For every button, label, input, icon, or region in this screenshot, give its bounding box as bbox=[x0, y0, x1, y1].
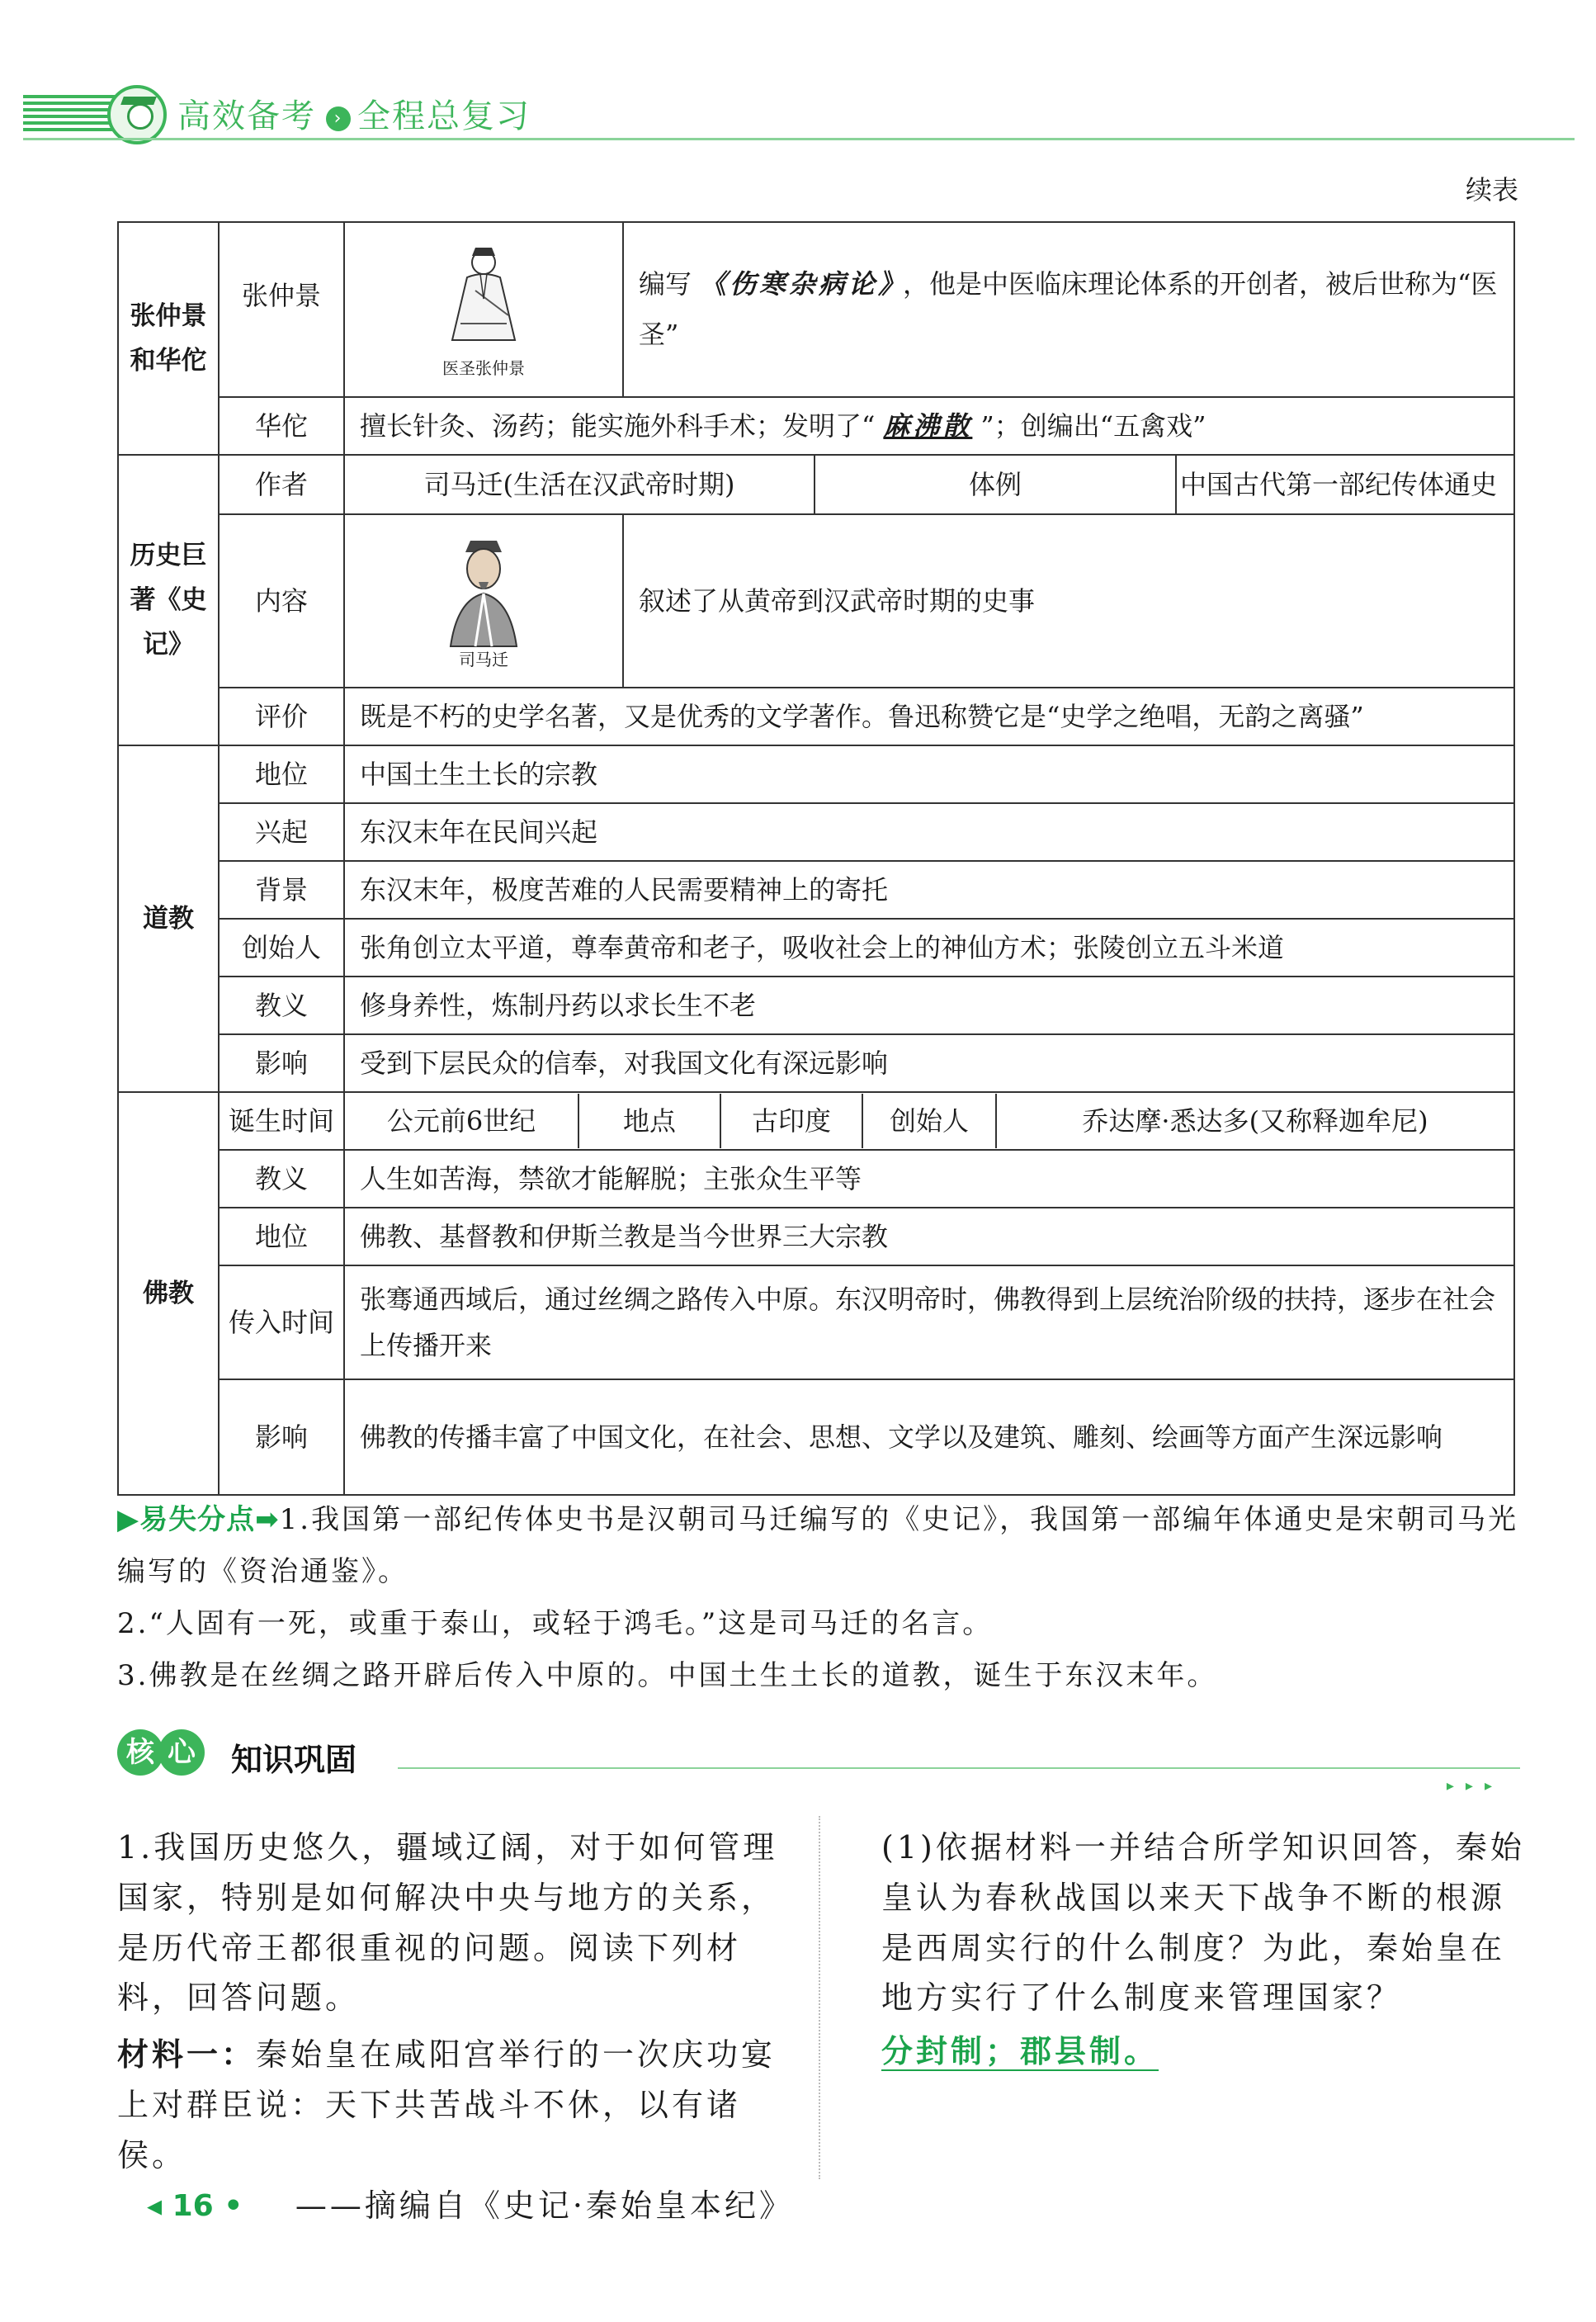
section-title: 知识巩固 bbox=[231, 1742, 357, 1778]
table-row bbox=[118, 977, 1514, 1034]
table-row bbox=[118, 919, 1514, 977]
section-header bbox=[117, 1729, 1520, 1795]
place-label: 地点 bbox=[579, 1094, 721, 1148]
question-stem-column bbox=[117, 1823, 794, 2230]
section-badge-2: 心 bbox=[158, 1729, 205, 1776]
table-row bbox=[118, 455, 1514, 514]
error-prone-tag: ▶易失分点➡ bbox=[117, 1503, 280, 1536]
error-prone-notes bbox=[117, 1494, 1520, 1702]
filled-answer: 麻沸散 bbox=[883, 410, 973, 442]
header-title bbox=[177, 90, 531, 137]
section-rule bbox=[398, 1767, 1520, 1769]
row-label: 华佗 bbox=[219, 397, 344, 455]
row-value: 中国古代第一部纪传体通史 bbox=[1176, 455, 1514, 514]
text-before: 编写 bbox=[639, 268, 692, 300]
table-row bbox=[118, 688, 1514, 745]
category-shiji: 历史巨著《史记》 bbox=[118, 455, 219, 745]
table-row bbox=[118, 861, 1514, 919]
row-value bbox=[623, 222, 1514, 397]
birth-row-cells bbox=[345, 1094, 1513, 1148]
student-logo-icon bbox=[107, 85, 167, 144]
material-label: 材料一： bbox=[117, 2036, 257, 2074]
text-before: 擅长针灸、汤药；能实施外科手术；发明了“ bbox=[360, 410, 876, 442]
row-value: 东汉末年在民间兴起 bbox=[344, 803, 1514, 861]
arrow-icon: › bbox=[326, 106, 351, 131]
row-value: 东汉末年，极度苦难的人民需要精神上的寄托 bbox=[344, 861, 1514, 919]
knowledge-table bbox=[117, 221, 1515, 1496]
sima-qian-image bbox=[418, 532, 550, 669]
table-row bbox=[118, 1265, 1514, 1379]
row-label: 评价 bbox=[219, 688, 344, 745]
row-label: 影响 bbox=[219, 1379, 344, 1495]
material-block bbox=[117, 2030, 794, 2180]
row-label: 诞生时间 bbox=[219, 1092, 344, 1150]
founder-value: 乔达摩·悉达多(又称释迦牟尼) bbox=[1082, 1105, 1428, 1137]
image-caption: 司马迁 bbox=[459, 650, 508, 669]
scholar-figure-icon bbox=[418, 532, 550, 648]
birth-value: 公元前6世纪 bbox=[345, 1094, 579, 1148]
category-zhang-hua: 张仲景和华佗 bbox=[118, 222, 219, 455]
row-label: 传入时间 bbox=[219, 1265, 344, 1379]
table-row bbox=[118, 397, 1514, 455]
text-after: ，他是中医临床理论体系的开创者，被后世称为“医圣” bbox=[639, 268, 1498, 350]
sub-question: (1)依据材料一并结合所学知识回答，秦始皇认为春秋战国以来天下战争不断的根源是西周实行的什么制度？为此，秦始皇在地方实行了什么制度来管理国家？ bbox=[881, 1829, 1525, 2017]
table-row bbox=[118, 745, 1514, 803]
material-source: ——摘编自《史记·秦始皇本纪》 bbox=[295, 2187, 794, 2224]
series-title: 全程总复习 bbox=[357, 97, 531, 135]
continued-label: 续表 bbox=[1465, 174, 1518, 206]
row-value: 叙述了从黄帝到汉武帝时期的史事 bbox=[623, 514, 1514, 688]
row-label: 教义 bbox=[219, 1150, 344, 1208]
sub-question-column bbox=[881, 1823, 1525, 2077]
table-row bbox=[118, 1208, 1514, 1265]
sage-figure-icon bbox=[418, 241, 550, 357]
birth-row bbox=[344, 1092, 1514, 1150]
answer-text: 分封制；郡县制。 bbox=[881, 2033, 1159, 2070]
table-row bbox=[118, 1150, 1514, 1208]
row-value: 佛教的传播丰富了中国文化，在社会、思想、文学以及建筑、雕刻、绘画等方面产生深远影响 bbox=[344, 1379, 1514, 1495]
note-item bbox=[117, 1494, 1520, 1598]
row-label: 影响 bbox=[219, 1034, 344, 1092]
header-rule bbox=[23, 138, 1575, 140]
table-row bbox=[118, 222, 1514, 397]
answer-line bbox=[881, 2026, 1525, 2077]
table-row bbox=[118, 1092, 1514, 1150]
row-value: 修身养性，炼制丹药以求长生不老 bbox=[344, 977, 1514, 1034]
note-text: 1.我国第一部纪传体史书是汉朝司马迁编写的《史记》，我国第一部编年体通史是宋朝司马光编写的《资治通鉴》。 bbox=[117, 1503, 1519, 1588]
image-caption: 医圣张仲景 bbox=[442, 358, 525, 378]
table-row bbox=[118, 1379, 1514, 1495]
note-item: 3.佛教是在丝绸之路开辟后传入中原的。中国土生土长的道教，诞生于东汉末年。 bbox=[117, 1658, 1218, 1692]
category-daoism: 道教 bbox=[118, 745, 219, 1092]
book-title-handwritten: 《伤寒杂病论》 bbox=[700, 268, 895, 300]
row-label: 教义 bbox=[219, 977, 344, 1034]
book-title: 高效备考 bbox=[177, 97, 316, 135]
column-divider bbox=[819, 1816, 820, 2179]
row-label: 地位 bbox=[219, 1208, 344, 1265]
section-badge-1: 核 bbox=[117, 1729, 163, 1776]
zhang-portrait bbox=[344, 222, 623, 397]
row-value: 司马迁(生活在汉武帝时期) bbox=[344, 455, 815, 514]
row-value: 人生如苦海，禁欲才能解脱；主张众生平等 bbox=[344, 1150, 1514, 1208]
sima-portrait bbox=[344, 514, 623, 688]
row-value: 受到下层民众的信奉，对我国文化有深远影响 bbox=[344, 1034, 1514, 1092]
row-value: 佛教、基督教和伊斯兰教是当今世界三大宗教 bbox=[344, 1208, 1514, 1265]
note-item: 2.“人固有一死，或重于泰山，或轻于鸿毛。”这是司马迁的名言。 bbox=[117, 1606, 994, 1640]
row-label: 创始人 bbox=[219, 919, 344, 977]
zhang-zhongjing-image bbox=[418, 241, 550, 378]
row-value: 既是不朽的史学名著，又是优秀的文学著作。鲁迅称赞它是“史学之绝唱，无韵之离骚” bbox=[344, 688, 1514, 745]
row-label: 背景 bbox=[219, 861, 344, 919]
row-value bbox=[344, 397, 1514, 455]
category-buddhism: 佛教 bbox=[118, 1092, 219, 1495]
section-dots-icon: ▸▸▸ bbox=[1446, 1777, 1504, 1795]
table-row bbox=[118, 514, 1514, 688]
row-label: 作者 bbox=[219, 455, 344, 514]
row-label: 张仲景 bbox=[219, 222, 344, 397]
founder-label: 创始人 bbox=[863, 1094, 997, 1148]
table-row bbox=[118, 803, 1514, 861]
row-label: 内容 bbox=[219, 514, 344, 688]
page-number: ◂ 16 • bbox=[147, 2189, 243, 2223]
row-value: 张角创立太平道，尊奉黄帝和老子，吸收社会上的神仙方术；张陵创立五斗米道 bbox=[344, 919, 1514, 977]
question-stem: 1.我国历史悠久，疆域辽阔，对于如何管理国家，特别是如何解决中央与地方的关系，是历代帝王都很重视的问题。阅读下列材料，回答问题。 bbox=[117, 1829, 778, 2017]
row-value: 张骞通西域后，通过丝绸之路传入中原。东汉明帝时，佛教得到上层统治阶级的扶持，逐步在社会上传播开来 bbox=[344, 1265, 1514, 1379]
text-after: ”；创编出“五禽戏” bbox=[980, 410, 1206, 442]
row-label: 兴起 bbox=[219, 803, 344, 861]
row-value: 中国土生土长的宗教 bbox=[344, 745, 1514, 803]
material-text: 秦始皇在咸阳宫举行的一次庆功宴上对群臣说：天下共苦战斗不休，以有诸侯。 bbox=[117, 2036, 777, 2173]
place-value: 古印度 bbox=[721, 1094, 863, 1148]
row-label: 地位 bbox=[219, 745, 344, 803]
table-row bbox=[118, 1034, 1514, 1092]
page-header bbox=[0, 78, 1596, 153]
row-label: 体例 bbox=[815, 455, 1176, 514]
